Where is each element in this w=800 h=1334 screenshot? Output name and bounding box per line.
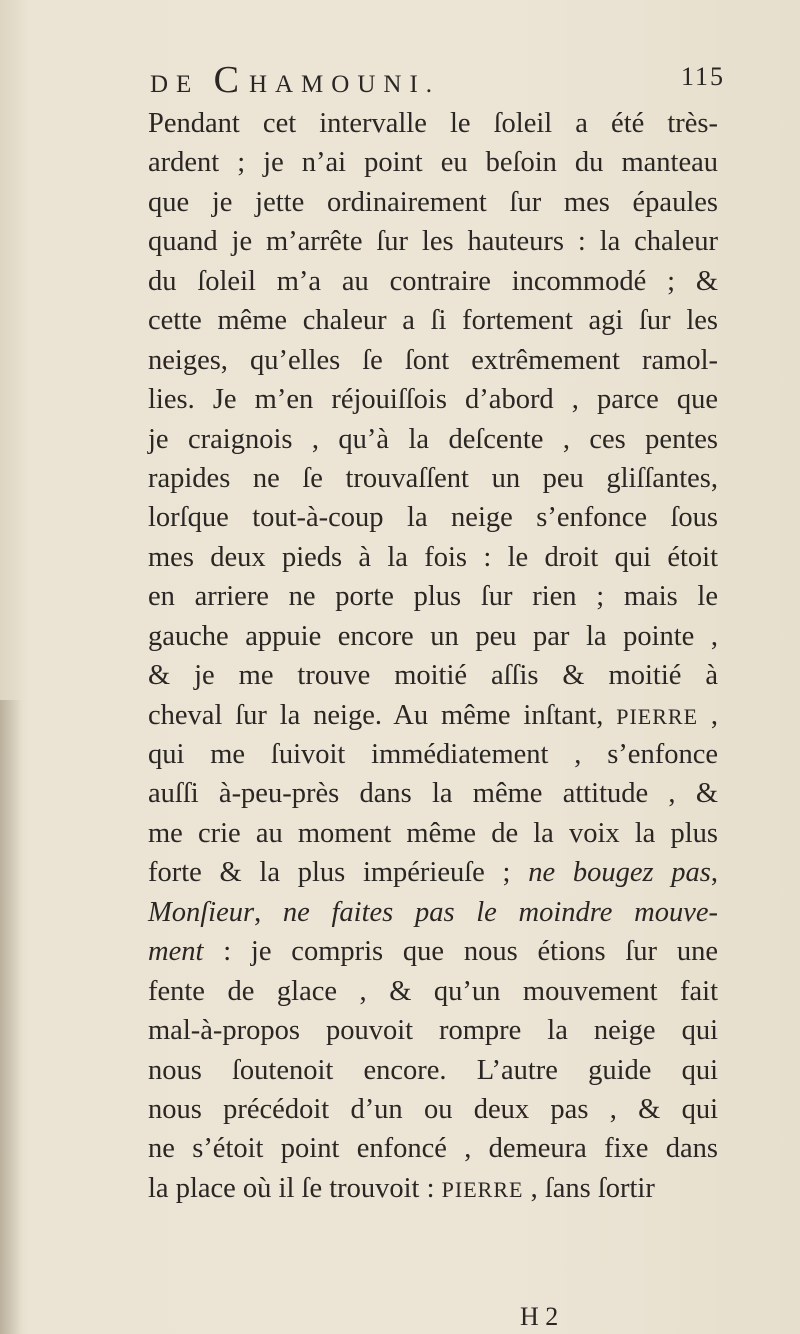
text-line [148,380,718,419]
text-span: rapides ne ſe trouvaſſent un peu gliſſantes, [148,462,718,494]
text-line [148,656,718,695]
text-line [148,341,718,380]
small-caps-name: PIERRE [616,703,699,729]
body-text [148,104,718,1208]
text-span: me crie au moment même de la voix la plus [148,817,718,849]
text-span: auſſi à-peu-près dans la même attitude , & [148,778,718,810]
text-span: , ſans ſortir [523,1172,655,1204]
text-line [148,814,718,853]
small-caps-name: PIERRE [441,1176,524,1202]
text-line [148,222,718,261]
text-span: ne s’étoit point enfoncé , demeura fixe dans [148,1133,718,1165]
running-head-initial: C [213,59,249,101]
running-head [150,58,725,101]
text-span: je craignois , qu’à la deſcente , ces pentes [148,423,718,455]
italic-span: ment [148,936,204,968]
text-span: que je jette ordinairement ſur mes épaules [148,186,718,218]
text-span: Pendant cet intervalle le ſoleil a été très- [148,108,718,139]
text-line [148,617,718,656]
text-span: en arriere ne porte plus ſur rien ; mais le [148,581,718,613]
text-span: neiges, qu’elles ſe ſont extrêmement ramol- [148,344,718,376]
text-line [148,696,718,735]
text-line [148,301,718,340]
text-line [148,853,718,892]
text-line [148,1169,718,1208]
text-line [148,735,718,774]
text-line [148,972,718,1011]
text-line [148,893,718,932]
text-span: cheval ſur la neige. Au même inſtant, [148,699,617,731]
text-span: cette même chaleur a ſi fortement agi ſur les [148,305,718,337]
text-span: mal-à-propos pouvoit rompre la neige qui [148,1015,718,1047]
running-head-title: HAMOUNI. [248,71,441,98]
text-span: du ſoleil m’a au contraire incommodé ; & [148,265,718,297]
text-span: la place où il ſe trouvoit : [148,1172,442,1204]
text-line [148,183,718,222]
text-span: , [698,699,719,731]
page-edge-shadow [0,700,22,1334]
italic-span: ne faites pas le moindre mouve- [282,896,719,928]
text-line [148,420,718,459]
text-span: & je me trouve moitié aſſis & moitié à [148,660,718,692]
text-span: qui me ſuivoit immédiatement , s’enfonce [148,739,718,770]
text-line [148,1051,718,1090]
text-span: lorſque tout-à-coup la neige s’enfonce ſous [148,502,718,534]
text-span: nous ſoutenoit encore. L’autre guide qui [148,1054,718,1086]
italic-span: Monſieur [148,896,255,928]
text-span: , [710,857,718,889]
text-line [148,774,718,813]
text-span: gauche appuie encore un peu par la pointe , [148,620,718,652]
text-span: forte & la plus impérieuſe ; [148,857,529,889]
text-line [148,932,718,971]
text-span: fente de glace , & qu’un mouvement fait [148,975,718,1007]
text-span: : je compris que nous étions ſur une [203,936,718,968]
text-line [148,1090,718,1129]
text-line [148,538,718,577]
text-line [148,459,718,498]
text-line [148,1129,718,1168]
text-line [148,1011,718,1050]
italic-span: ne bougez pas [528,857,711,889]
page-number: 115 [680,62,725,91]
text-line [148,104,718,143]
text-span: lies. Je m’en réjouiſſois d’abord , parce que [148,384,718,416]
text-span: ardent ; je n’ai point eu beſoin du manteau [148,147,718,179]
text-span: nous précédoit d’un ou deux pas , & qui [148,1093,718,1125]
text-line [148,143,718,182]
text-line [148,577,718,616]
signature-mark: H 2 [520,1302,559,1331]
text-span: mes deux pieds à la fois : le droit qui étoit [148,541,718,573]
text-line [148,498,718,537]
text-span: , [254,896,283,928]
text-line [148,262,718,301]
text-span: quand je m’arrête ſur les hauteurs : la chaleur [148,226,718,258]
running-head-prefix: DE [150,71,200,98]
